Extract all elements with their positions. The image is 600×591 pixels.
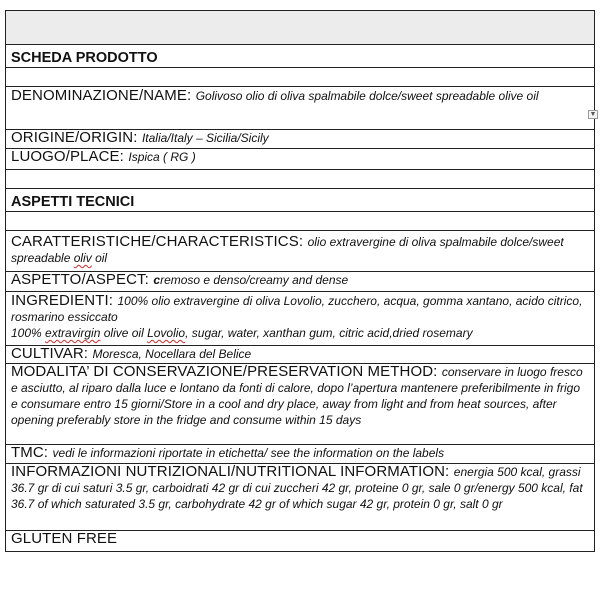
origine-label: ORIGINE/ORIGIN:	[11, 130, 138, 146]
ingredienti-value-en: 100% extravirgin olive oil Lovolio, sugar, water, xanthan gum, citric acid,dried rosemary	[11, 326, 473, 340]
chevron-down-icon[interactable]: ▼	[589, 111, 597, 118]
section-title-aspetti-tecnici: ASPETTI TECNICI	[6, 189, 594, 212]
row-denominazione	[6, 87, 594, 130]
row-aspetto	[6, 272, 594, 292]
spellcheck-underline: Lovolio	[147, 326, 186, 340]
row-tmc	[6, 445, 594, 464]
row-cultivar	[6, 346, 594, 364]
product-sheet-table	[5, 10, 595, 552]
ingredienti-value-it: 100% olio extravergine di oliva Lovolio, zucchero, acqua, gomma xantano, acido citrico, rosmarino essiccato	[11, 294, 583, 324]
aspetto-value: cremoso e denso/creamy and dense	[153, 273, 349, 287]
spellcheck-underline: oliv	[73, 251, 92, 265]
section-title-scheda-prodotto: SCHEDA PRODOTTO	[6, 45, 594, 68]
row-luogo	[6, 149, 594, 170]
caratteristiche-label: CARATTERISTICHE/CHARACTERISTICS:	[11, 233, 304, 250]
denominazione-label: DENOMINAZIONE/NAME:	[11, 87, 192, 104]
cultivar-label: CULTIVAR:	[11, 346, 89, 362]
modalita-value: conservare in luogo fresco e asciutto, al riparo dalla luce e lontano da fonti di calore, dopo l’apertura mantenere preferibilmente in frigo e consumare entro 15 giorni/Store in a cool and dry place, away from light and from heat sources, after opening preferably store in the fridge and consume within 15 days	[11, 365, 583, 427]
gluten-free-label: GLUTEN FREE	[11, 531, 118, 547]
spellcheck-underline: extravirgin	[45, 326, 101, 340]
informazioni-label: INFORMAZIONI NUTRIZIONALI/NUTRITIONAL INFORMATION:	[11, 464, 450, 480]
blank-row	[6, 68, 594, 87]
informazioni-value: energia 500 kcal, grassi 36.7 gr di cui saturi 3.5 gr, carboidrati 42 gr di cui zuccheri 42 gr, proteine 0 gr, sale 0 gr/energy 500 kcal, fat 36.7 of which saturated 3.5 gr, carbohydrate 42 gr of which sugar 42 gr, protein 0 gr, salt 0 gr	[11, 465, 583, 511]
luogo-value: Ispica ( RG )	[128, 150, 196, 164]
aspetto-label: ASPETTO/ASPECT:	[11, 272, 149, 288]
row-gluten-free	[6, 531, 594, 551]
row-origine	[6, 130, 594, 149]
caratteristiche-value: olio extravergine di oliva spalmabile dolce/sweet spreadable oliv oil	[11, 235, 564, 265]
row-informazioni-nutrizionali	[6, 464, 594, 531]
modalita-label: MODALITA’ DI CONSERVAZIONE/PRESERVATION METHOD:	[11, 364, 438, 380]
header-bar	[6, 11, 594, 45]
blank-row	[6, 170, 594, 189]
row-ingredienti	[6, 292, 594, 346]
blank-row	[6, 212, 594, 231]
cultivar-value: Moresca, Nocellara del Belice	[92, 347, 252, 361]
row-caratteristiche	[6, 231, 594, 272]
luogo-label: LUOGO/PLACE:	[11, 149, 124, 165]
row-modalita-conservazione	[6, 364, 594, 445]
ingredienti-label: INGREDIENTI:	[11, 292, 114, 309]
tmc-label: TMC:	[11, 445, 49, 461]
denominazione-value: Golivoso olio di oliva spalmabile dolce/sweet spreadable olive oil	[195, 89, 539, 103]
tmc-value: vedi le informazioni riportate in etichetta/ see the information on the labels	[52, 446, 445, 460]
origine-value: Italia/Italy – Sicilia/Sicily	[141, 131, 269, 145]
